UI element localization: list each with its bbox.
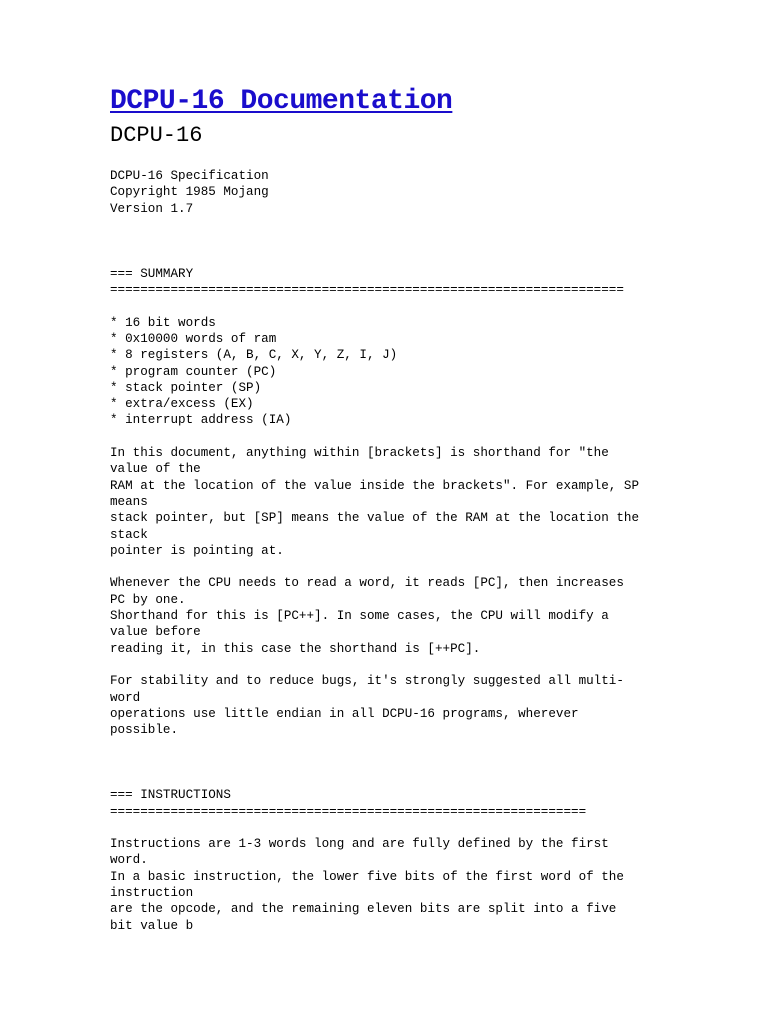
document-line: ==================================================================== (110, 283, 624, 298)
document-line: In a basic instruction, the lower five bits of the first word of the (110, 869, 624, 884)
document-line: Version 1.7 (110, 201, 194, 216)
document-line: * interrupt address (IA) (110, 413, 292, 428)
document-page (110, 84, 670, 934)
document-line: Copyright 1985 Mojang (110, 185, 269, 200)
document-line: * extra/excess (EX) (110, 397, 254, 412)
document-line: value of the (110, 462, 201, 477)
document-line: stack pointer, but [SP] means the value of the RAM at the location the (110, 511, 640, 526)
document-line (110, 820, 670, 836)
document-line: DCPU-16 Specification (110, 169, 269, 183)
document-line (110, 755, 670, 771)
document-line: possible. (110, 723, 179, 738)
document-line: * program counter (PC) (110, 364, 277, 379)
document-line: Whenever the CPU needs to read a word, it reads [PC], then increases (110, 576, 624, 591)
document-title-link[interactable]: DCPU-16 Documentation (110, 86, 453, 117)
document-line: Instructions are 1-3 words long and are fully defined by the first (110, 837, 609, 852)
document-line (110, 771, 670, 787)
document-line: RAM at the location of the value inside the brackets". For example, SP (110, 478, 640, 493)
document-line: word (110, 690, 141, 705)
document-line (110, 559, 670, 575)
document-line: word. (110, 853, 148, 868)
document-line: stack (110, 527, 148, 542)
document-line: instruction (110, 886, 194, 901)
document-line: === SUMMARY (110, 266, 194, 281)
document-line (110, 657, 670, 673)
document-line: means (110, 494, 148, 509)
document-line: reading it, in this case the shorthand is [++PC]. (110, 641, 481, 656)
document-line: * stack pointer (SP) (110, 380, 262, 395)
document-body (110, 168, 670, 934)
document-line: For stability and to reduce bugs, it's strongly suggested all multi- (110, 674, 624, 689)
document-line (110, 298, 670, 314)
document-line (110, 249, 670, 265)
document-line: In this document, anything within [brackets] is shorthand for "the (110, 446, 609, 461)
document-line: * 8 registers (A, B, C, X, Y, Z, I, J) (110, 348, 398, 363)
document-subtitle: DCPU-16 (110, 123, 203, 148)
document-line: value before (110, 625, 201, 640)
document-line (110, 217, 670, 233)
document-line (110, 738, 670, 754)
document-line: bit value b (110, 918, 194, 933)
document-line: * 16 bit words (110, 315, 216, 330)
document-line: pointer is pointing at. (110, 543, 284, 558)
document-line: operations use little endian in all DCPU-16 programs, wherever (110, 706, 579, 721)
document-line: =============================================================== (110, 804, 587, 819)
document-line: PC by one. (110, 592, 186, 607)
document-line: are the opcode, and the remaining eleven bits are split into a five (110, 902, 617, 917)
document-line: Shorthand for this is [PC++]. In some cases, the CPU will modify a (110, 609, 609, 624)
document-line (110, 233, 670, 249)
document-line (110, 429, 670, 445)
document-line: === INSTRUCTIONS (110, 788, 231, 803)
document-line: * 0x10000 words of ram (110, 331, 277, 346)
